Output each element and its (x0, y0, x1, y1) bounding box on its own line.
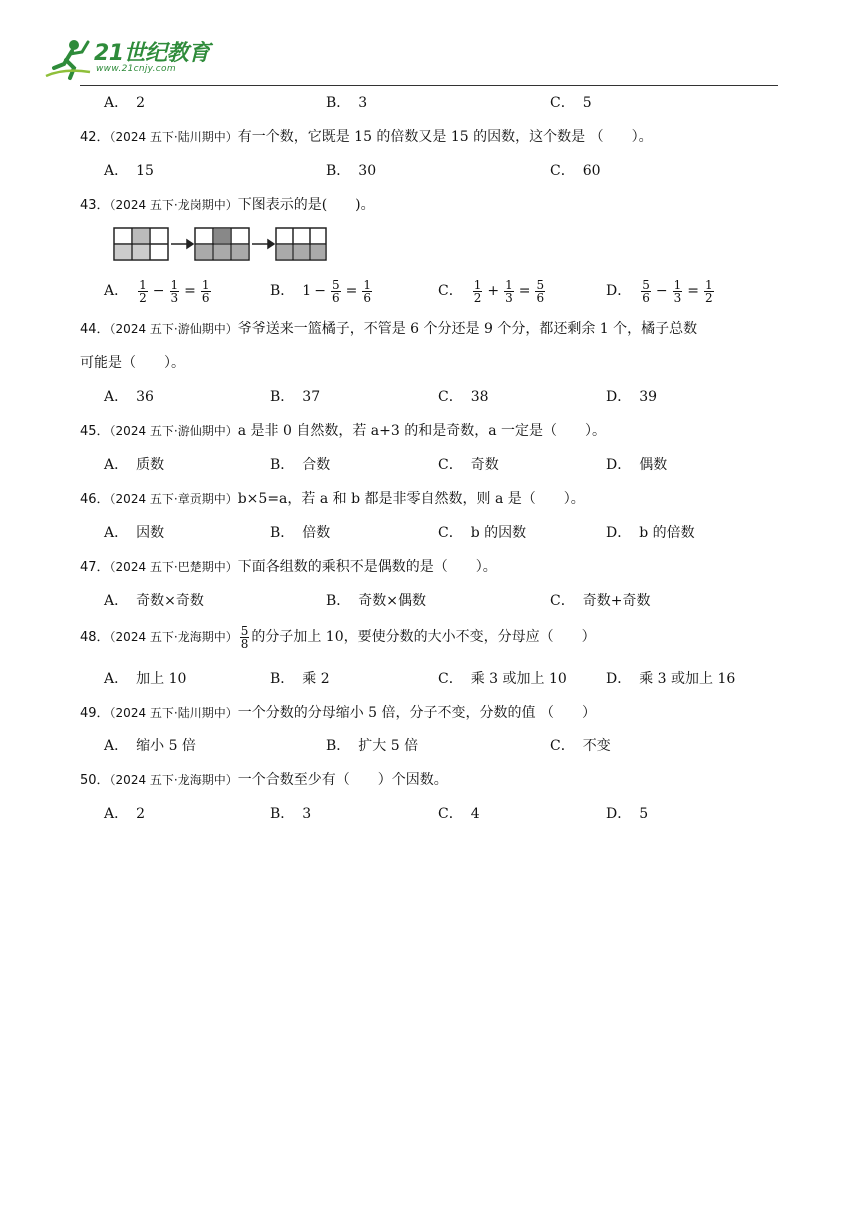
question-text: 43．（2024 五下·龙岗期中）下图表示的是( )。 (80, 197, 375, 213)
question-text: 48．（2024 五下·龙海期中） $\frac{5}{8}$ 的分子加上 10，要使分数的大小不变，分母应（ ） (80, 623, 596, 651)
option-c: C． 4 (438, 806, 480, 822)
option-a: A． 36 (104, 389, 154, 405)
option-b: B． 扩大 5 倍 (326, 738, 419, 754)
q48-options (0, 666, 860, 692)
question-text-cont: 可能是（ ）。 (80, 355, 185, 371)
question-44 (0, 316, 860, 342)
question-42 (0, 124, 860, 150)
question-49 (0, 700, 860, 726)
question-text: 49．（2024 五下·陆川期中）一个分数的分母缩小 5 倍，分子不变，分数的值 （ ） (80, 705, 596, 721)
q41-option-b: B． 3 (326, 95, 368, 111)
fraction-figure (113, 226, 328, 262)
grid-box-2 (195, 228, 249, 260)
option-d: D． $\frac{5}{6}$ − $\frac{1}{3}$ = $\frac{1}{2}$ (606, 277, 713, 305)
option-c: C． 乘 3 或加上 10 (438, 671, 567, 687)
option-b: B． 1 − $\frac{5}{6}$ = $\frac{1}{6}$ (270, 277, 371, 305)
runner-logo-icon (44, 38, 92, 82)
question-43 (0, 192, 860, 218)
option-b: B． 37 (270, 389, 321, 405)
option-b: B． 30 (326, 163, 377, 179)
option-c: C． 60 (550, 163, 601, 179)
grid-box-3 (276, 228, 326, 260)
option-a: A． 奇数×奇数 (104, 593, 204, 609)
option-d: D． 5 (606, 806, 649, 822)
option-b: B． 乘 2 (270, 671, 330, 687)
option-a: A． 缩小 5 倍 (104, 738, 196, 754)
q49-options (0, 733, 860, 759)
question-50 (0, 767, 860, 793)
option-d: D． 偶数 (606, 457, 668, 473)
arrow-icon-2 (252, 240, 274, 248)
question-48 (0, 622, 860, 652)
option-c: C． 38 (438, 389, 489, 405)
q42-options (0, 158, 860, 184)
q47-options (0, 588, 860, 614)
option-d: D． b 的倍数 (606, 525, 695, 541)
q44-options (0, 384, 860, 410)
q50-options (0, 801, 860, 827)
arrow-icon-1 (171, 240, 193, 248)
question-text: 47．（2024 五下·巴楚期中）下面各组数的乘积不是偶数的是（ ）。 (80, 559, 497, 575)
logo-text: 21世纪教育 (94, 41, 210, 66)
option-c: C． 奇数+奇数 (550, 593, 651, 609)
option-a: A． 2 (104, 806, 146, 822)
header-rule (80, 85, 778, 86)
option-b: B． 3 (270, 806, 312, 822)
q43-options (0, 278, 860, 308)
option-a: A． 质数 (104, 457, 165, 473)
logo-url: www.21cnjy.com (96, 64, 176, 74)
option-b: B． 倍数 (270, 525, 331, 541)
site-logo (44, 38, 214, 82)
option-c: C． $\frac{1}{2}$ + $\frac{1}{3}$ = $\frac{5}{6}$ (438, 277, 545, 305)
q41-option-c: C． 5 (550, 95, 592, 111)
option-c: C． 奇数 (438, 457, 499, 473)
question-46 (0, 486, 860, 512)
option-c: C． 不变 (550, 738, 611, 754)
question-text: 50．（2024 五下·龙海期中）一个合数至少有（ ）个因数。 (80, 772, 448, 788)
question-45 (0, 418, 860, 444)
option-d: D． 39 (606, 389, 658, 405)
option-a: A． 15 (104, 163, 154, 179)
question-44-cont (0, 350, 860, 376)
option-a: A． $\frac{1}{2}$ − $\frac{1}{3}$ = $\frac{1}{6}$ (104, 277, 210, 305)
q46-options (0, 520, 860, 546)
question-47 (0, 554, 860, 580)
option-a: A． 加上 10 (104, 671, 187, 687)
question-text: 46．（2024 五下·章贡期中）b×5=a，若 a 和 b 都是非零自然数，则 a 是（ ）。 (80, 491, 585, 507)
option-a: A． 因数 (104, 525, 165, 541)
page-header (0, 0, 860, 86)
option-b: B． 奇数×偶数 (326, 593, 427, 609)
q41-option-a: A． 2 (104, 95, 146, 111)
option-d: D． 乘 3 或加上 16 (606, 671, 736, 687)
question-text: 44．（2024 五下·游仙期中）爷爷送来一篮橘子，不管是 6 个分还是 9 个分，都还剩余 1 个，橘子总数 (80, 321, 698, 337)
question-text: 45．（2024 五下·游仙期中）a 是非 0 自然数，若 a+3 的和是奇数，a 一定是（ ）。 (80, 423, 607, 439)
option-c: C． b 的因数 (438, 525, 527, 541)
option-b: B． 合数 (270, 457, 331, 473)
question-text: 42．（2024 五下·陆川期中）有一个数，它既是 15 的倍数又是 15 的因数，这个数是 （ ）。 (80, 129, 653, 145)
q45-options (0, 452, 860, 478)
q41-options (0, 90, 860, 116)
grid-box-1 (114, 228, 168, 260)
